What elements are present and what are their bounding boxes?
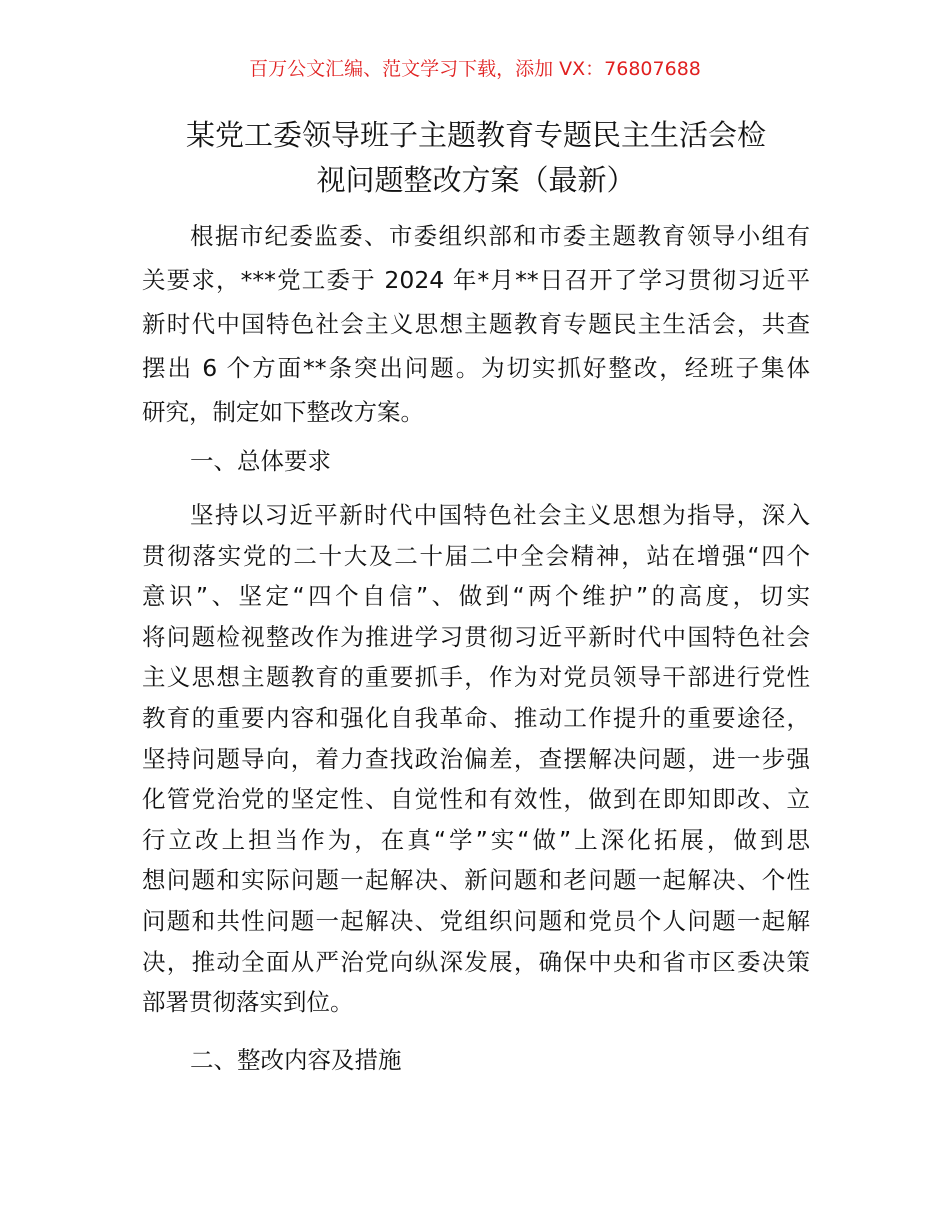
paragraph-line: 教育的重要内容和强化自我革命、推动工作提升的重要途径， <box>142 703 810 732</box>
paragraph-line: 新时代中国特色社会主义思想主题教育专题民主生活会，共查 <box>142 310 810 338</box>
section-heading-1: 一、总体要求 <box>190 447 331 475</box>
paragraph-line: 研究，制定如下整改方案。 <box>142 398 424 426</box>
paragraph-line: 意识”、坚定“四个自信”、做到“两个维护”的高度，切实 <box>142 582 810 611</box>
paragraph-line: 行立改上担当作为，在真“学”实“做”上深化拓展，做到思 <box>142 825 810 854</box>
intro-paragraph <box>142 214 810 434</box>
paragraph-line: 化管党治党的坚定性、自觉性和有效性，做到在即知即改、立 <box>142 785 810 814</box>
paragraph-line: 坚持以习近平新时代中国特色社会主义思想为指导，深入 <box>190 501 810 529</box>
paragraph-line: 坚持问题导向，着力查找政治偏差，查摆解决问题，进一步强 <box>142 744 810 773</box>
title-line: 某党工委领导班子主题教育专题民主生活会检 <box>185 118 766 152</box>
paragraph-line: 主义思想主题教育的重要抓手，作为对党员领导干部进行党性 <box>142 663 810 692</box>
requirements-paragraph <box>142 495 810 1023</box>
paragraph-line: 将问题检视整改作为推进学习贯彻习近平新时代中国特色社会 <box>142 622 810 651</box>
watermark-header: 百万公文汇编、范文学习下载，添加 VX：76807688 <box>249 58 701 80</box>
document-title <box>140 113 812 203</box>
paragraph-line: 贯彻落实党的二十大及二十届二中全会精神，站在增强“四个 <box>142 541 810 570</box>
section-heading-2: 二、整改内容及措施 <box>190 1046 402 1074</box>
paragraph-line: 部署贯彻落实到位。 <box>142 988 354 1017</box>
paragraph-line: 关要求，***党工委于 2024 年*月**日召开了学习贯彻习近平 <box>142 266 810 294</box>
paragraph-line: 根据市纪委监委、市委组织部和市委主题教育领导小组有 <box>190 222 810 250</box>
paragraph-line: 问题和共性问题一起解决、党组织问题和党员个人问题一起解 <box>142 906 810 935</box>
paragraph-line: 想问题和实际问题一起解决、新问题和老问题一起解决、个性 <box>142 866 810 895</box>
title-line: 视问题整改方案（最新） <box>316 163 636 197</box>
paragraph-line: 摆出 6 个方面**条突出问题。为切实抓好整改，经班子集体 <box>142 354 810 382</box>
paragraph-line: 决，推动全面从严治党向纵深发展，确保中央和省市区委决策 <box>142 947 810 976</box>
